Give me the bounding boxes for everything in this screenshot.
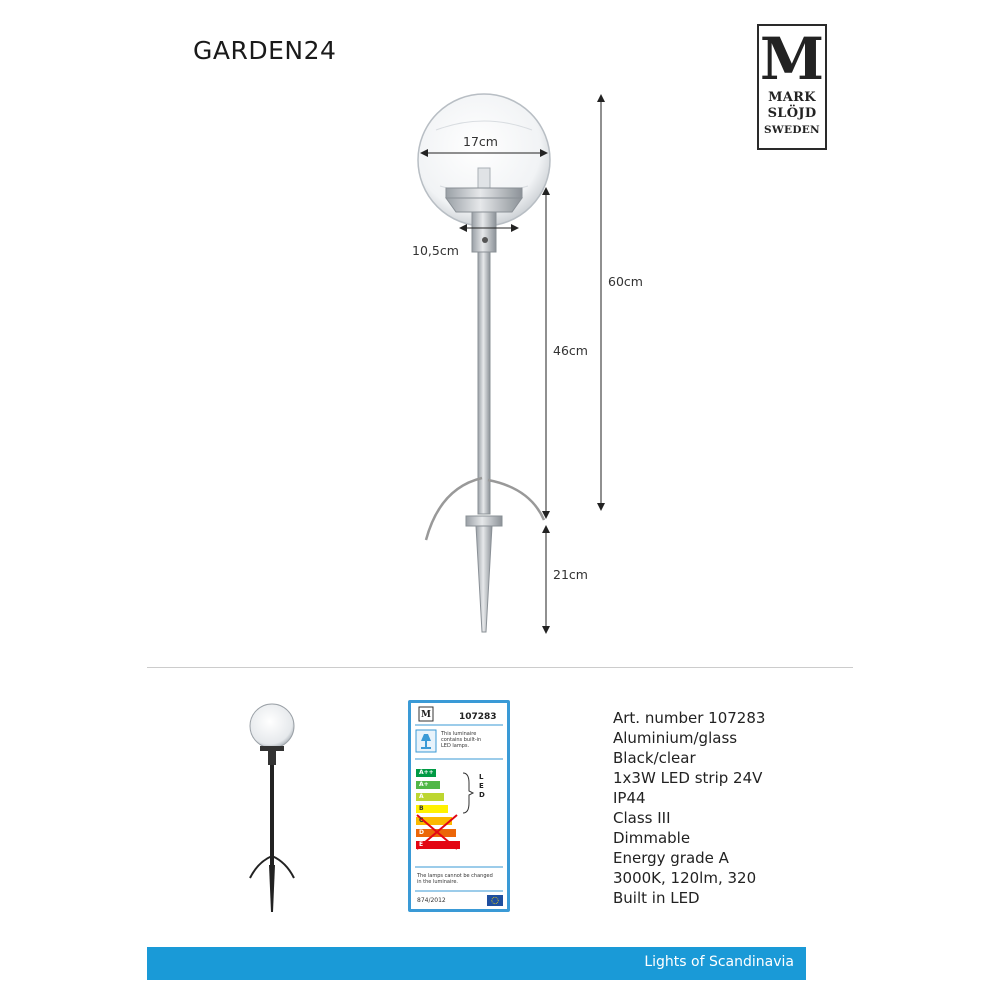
energy-class-e: E [419, 841, 424, 848]
dim-spike-height: 21cm [553, 567, 588, 582]
spec-material: Aluminium/glass [613, 729, 738, 747]
energy-class-b: B [419, 805, 424, 812]
svg-text:M: M [421, 710, 431, 720]
energy-class-d: D [419, 829, 424, 836]
spec-light-source: 1x3W LED strip 24V [613, 769, 763, 787]
label-note-top: This luminaire contains built-in LED lamps. [441, 731, 482, 749]
label-art-number: 107283 [459, 712, 497, 722]
product-title: GARDEN24 [193, 36, 337, 65]
product-specs [613, 708, 765, 908]
spec-ip-rating: IP44 [613, 789, 646, 807]
spec-color: Black/clear [613, 749, 696, 767]
ground-spike [476, 526, 492, 632]
logo-text-sweden: SWEDEN [764, 124, 820, 136]
spec-built-in: Built in LED [613, 889, 700, 907]
spec-energy-grade: Energy grade A [613, 849, 729, 867]
energy-label [408, 700, 510, 912]
dim-globe-width: 17cm [463, 134, 498, 149]
energy-class-a-plus-plus: A++ [419, 769, 434, 776]
dim-total-height: 60cm [608, 274, 643, 289]
lamp-housing [472, 212, 496, 252]
label-regulation: 874/2012 [417, 897, 446, 904]
dim-pole-height: 46cm [553, 343, 588, 358]
spec-art-number: Art. number 107283 [613, 709, 766, 727]
spec-light-output: 3000K, 120lm, 320 [613, 869, 757, 887]
footer-tagline: Lights of Scandinavia [644, 954, 794, 970]
lamp-cap [446, 188, 522, 198]
label-note-bottom: The lamps cannot be changed in the luminaire. [417, 873, 493, 885]
spec-class: Class III [613, 809, 671, 827]
energy-class-c: C [419, 817, 424, 824]
dim-base-width: 10,5cm [412, 243, 459, 258]
label-led-text: LED [479, 773, 485, 799]
energy-class-a: A [419, 793, 424, 800]
logo-text-mark: MARK [768, 90, 816, 105]
lamp-pole [478, 252, 490, 514]
logo-text-slojd: SLÖJD [767, 106, 817, 121]
footer-bar [147, 947, 806, 980]
section-divider [147, 667, 853, 668]
spec-dimmable: Dimmable [613, 829, 691, 847]
product-thumbnail [238, 700, 308, 916]
energy-class-a-plus: A+ [419, 781, 429, 788]
logo-monogram: M [759, 25, 825, 93]
